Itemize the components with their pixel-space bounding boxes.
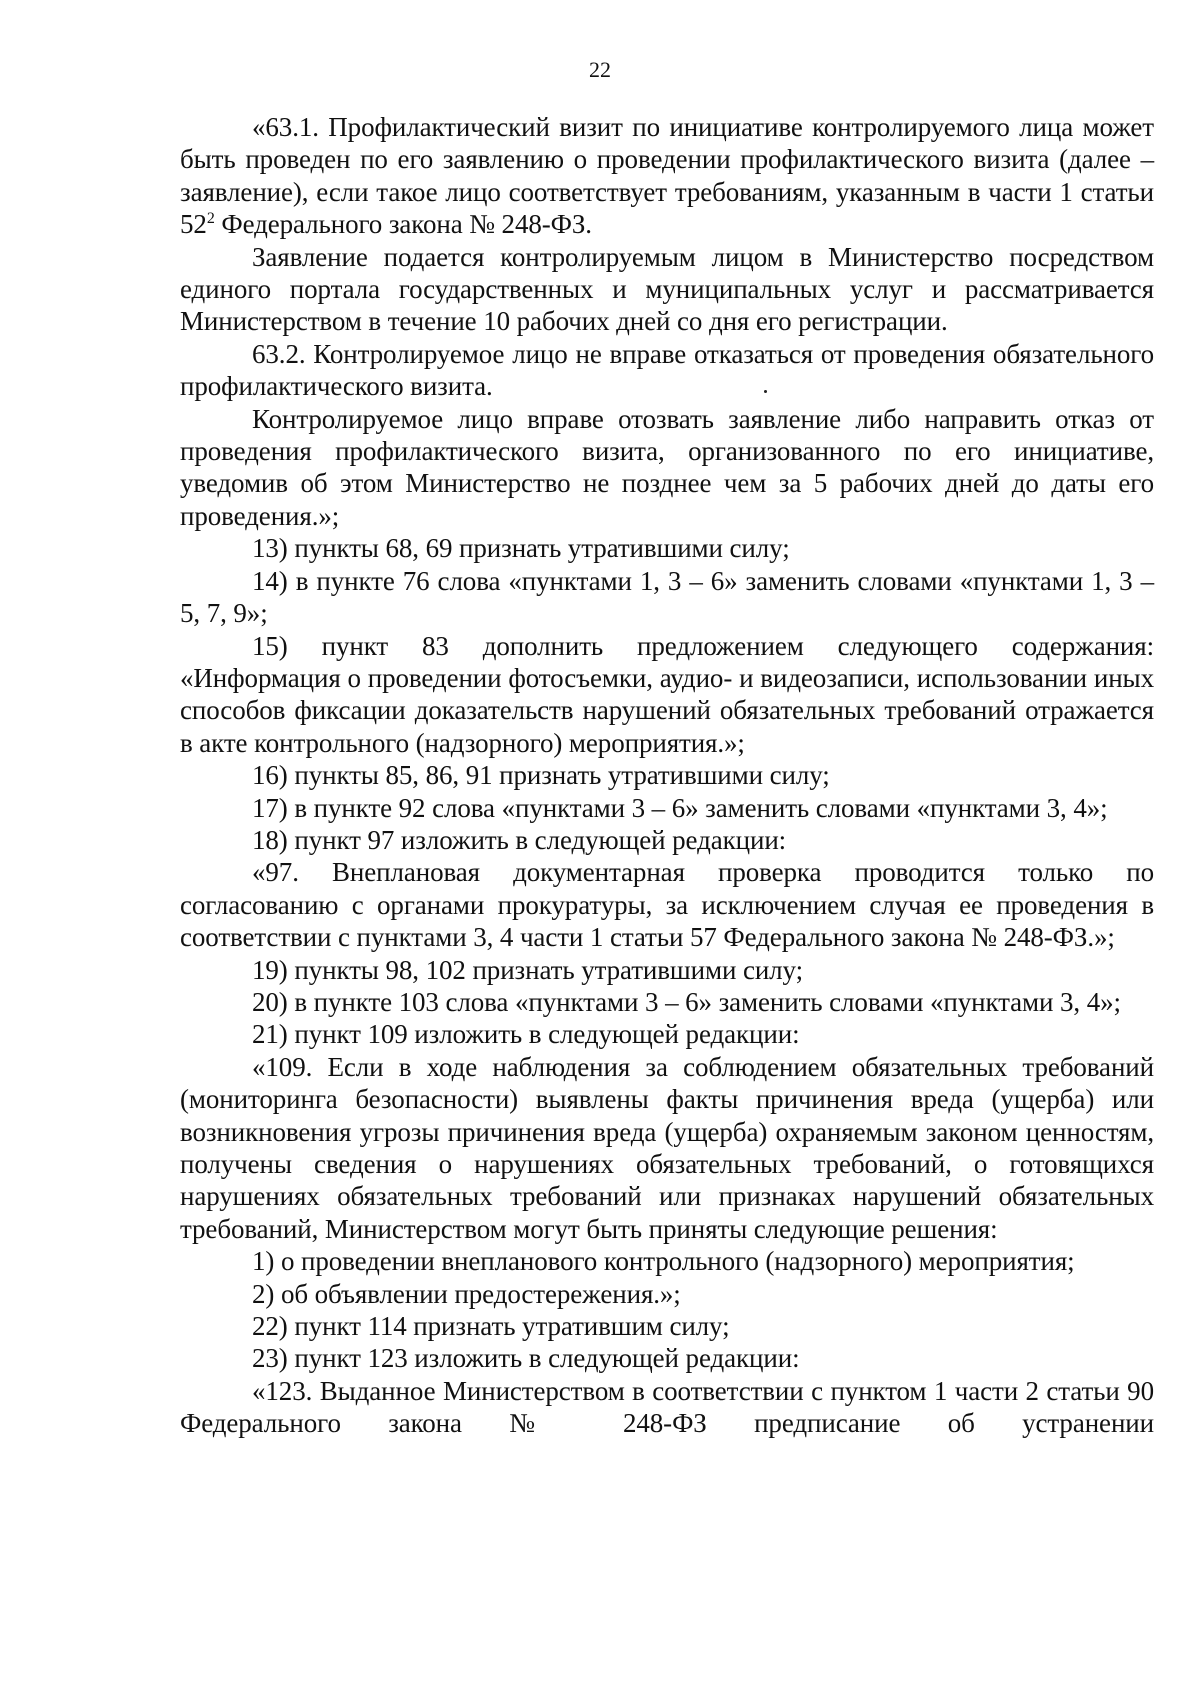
document-body [180, 111, 1154, 1440]
list-item-17: 17) в пункте 92 слова «пунктами 3 – 6» заменить словами «пунктами 3, 4»; [252, 792, 1108, 823]
sub-item-2: 2) об объявлении предостережения.»; [252, 1278, 681, 1309]
paragraph: Контролируемое лицо вправе отозвать заявление либо направить отказ от проведения профилактического визита, организованного по его инициативе, уведомив об этом Министерство не позднее чем за 5 рабочих дней до даты его проведения.»; [180, 403, 1154, 531]
list-item-16: 16) пункты 85, 86, 91 признать утратившими силу; [252, 760, 830, 791]
list-item-21: 21) пункт 109 изложить в следующей редакции: [252, 1019, 800, 1050]
list-item-23: 23) пункт 123 изложить в следующей редакции: [252, 1343, 800, 1374]
list-item-19: 19) пункты 98, 102 признать утратившими силу; [252, 954, 803, 985]
paragraph-text: «63.1. Профилактический визит по инициативе контролируемого лица может быть проведен по его заявлению о проведении профилактического визита (далее – заявление), если такое лицо соответствует требованиям, указанным в части 1 статьи 52 [180, 112, 1154, 240]
superscript: 2 [206, 210, 215, 228]
paragraph-63-1 [180, 111, 1154, 241]
paragraph: Заявление подается контролируемым лицом в Министерство посредством единого портала государственных и муниципальных услуг и рассматривается Министерством в течение 10 рабочих дней со дня его регистрации. [180, 241, 1154, 337]
paragraph-text: Федерального закона № 248-ФЗ. [214, 209, 592, 240]
paragraph-123: «123. Выданное Министерством в соответствии с пунктом 1 части 2 статьи 90 Федерального закона № 248-ФЗ предписание об устранении [180, 1375, 1154, 1439]
paragraph-109: «109. Если в ходе наблюдения за соблюдением обязательных требований (мониторинга безопасности) выявлены факты причинения вреда (ущерба) или возникновения угрозы причинения вреда (ущерба) охраняемым законом ценностям, получены сведения о нарушениях обязательных требований, о готовящихся нарушениях обязательных требований или признаках нарушений обязательных требований, Министерством могут быть приняты следующие решения: [180, 1051, 1154, 1244]
paragraph-63-2: 63.2. Контролируемое лицо не вправе отказаться от проведения обязательного профилактического визита. [180, 338, 1154, 402]
list-item-14: 14) в пункте 76 слова «пунктами 1, 3 – 6» заменить словами «пунктами 1, 3 – 5, 7, 9»; [180, 565, 1154, 629]
list-item-18: 18) пункт 97 изложить в следующей редакции: [252, 824, 787, 855]
paragraph-97: «97. Внеплановая документарная проверка проводится только по согласованию с органами прокуратуры, за исключением случая ее проведения в соответствии с пунктами 3, 4 части 1 статьи 57 Федерального закона № 248-ФЗ.»; [180, 857, 1154, 953]
sub-item-1: 1) о проведении внепланового контрольного (надзорного) мероприятия; [252, 1246, 1075, 1277]
list-item-13: 13) пункты 68, 69 признать утратившими силу; [252, 533, 790, 564]
scan-artifact [764, 390, 767, 393]
page-number: 22 [589, 57, 611, 82]
list-item-15: 15) пункт 83 дополнить предложением следующего содержания: «Информация о проведении фотосъемки, аудио- и видеозаписи, использовании иных способов фиксации доказательств нарушений обязательных требований отражается в акте контрольного (надзорного) мероприятия.»; [180, 630, 1154, 758]
list-item-22: 22) пункт 114 признать утратившим силу; [252, 1311, 730, 1342]
list-item-20: 20) в пункте 103 слова «пунктами 3 – 6» заменить словами «пунктами 3, 4»; [252, 986, 1121, 1017]
